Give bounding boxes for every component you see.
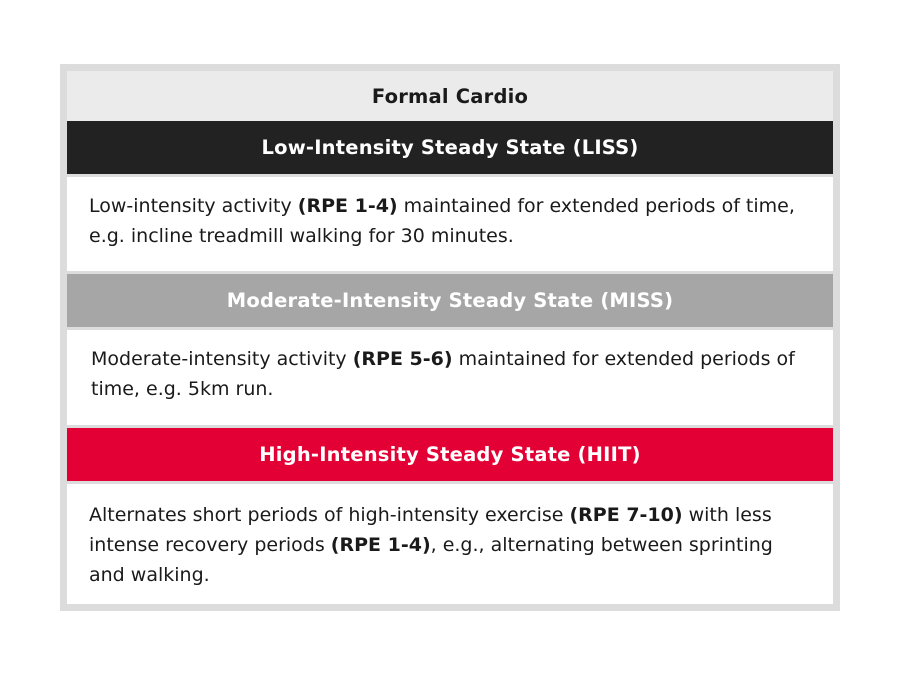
hiit-heading: High-Intensity Steady State (HIIT) (67, 428, 833, 481)
hiit-text-1: Alternates short periods of high-intensity exercise (89, 504, 570, 526)
liss-description (67, 177, 833, 271)
liss-text-2: maintained for extended periods of time, e.g. incline treadmill walking for 30 minutes. (89, 195, 795, 247)
miss-rpe: (RPE 5-6) (352, 348, 453, 370)
hiit-description (67, 484, 833, 604)
hiit-rpe-low: (RPE 1-4) (330, 534, 431, 556)
miss-text-2: maintained for extended periods of time, e.g. 5km run. (91, 348, 795, 400)
liss-rpe: (RPE 1-4) (297, 195, 398, 217)
hiit-text-2: with less intense recovery periods (89, 504, 772, 556)
hiit-text-3: , e.g., alternating between sprinting and walking. (89, 534, 773, 586)
formal-cardio-table (60, 64, 840, 611)
table-title: Formal Cardio (67, 71, 833, 121)
liss-heading: Low-Intensity Steady State (LISS) (67, 121, 833, 174)
miss-heading: Moderate-Intensity Steady State (MISS) (67, 274, 833, 327)
miss-text-1: Moderate-intensity activity (91, 348, 353, 370)
hiit-rpe-high: (RPE 7-10) (569, 504, 683, 526)
liss-text-1: Low-intensity activity (89, 195, 298, 217)
miss-description (67, 330, 833, 425)
